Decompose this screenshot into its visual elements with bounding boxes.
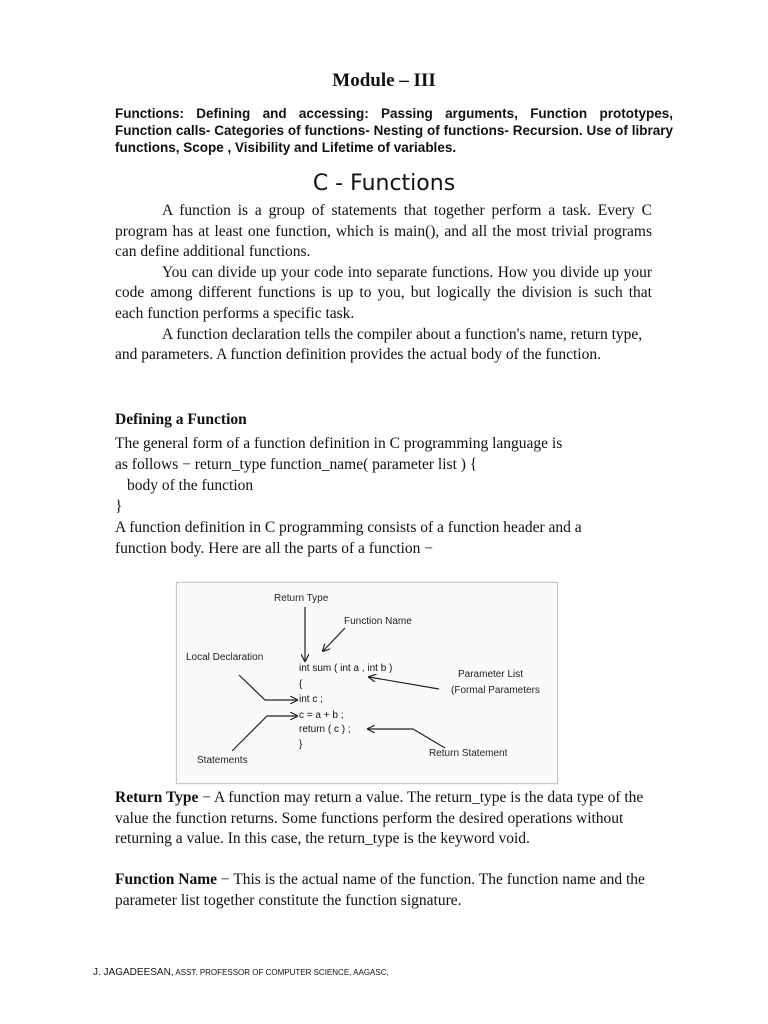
section-title: C - Functions — [312, 171, 456, 196]
code-line: int c ; — [299, 694, 323, 705]
statements-label: Statements — [197, 755, 248, 766]
return-type-text: − A function may return a value. The return_type is the data type of the value the function returns. Some functions perform the desired operations without returning a value. In this case, the return_type is the keyword void. — [115, 789, 644, 847]
function-name-term: Function Name — [115, 871, 218, 888]
module-title: Module – III — [332, 70, 436, 91]
local-declaration-label: Local Declaration — [186, 652, 264, 663]
body-line: } — [115, 498, 123, 515]
page-footer — [93, 967, 389, 978]
return-type-description — [115, 788, 660, 850]
intro-paragraph: A function is a group of statements that together perform a task. Every C program has at least one function, which is main(), and all the most trivial programs can define additional functions. — [115, 202, 652, 261]
code-line: int sum ( int a , int b ) — [299, 663, 393, 674]
body-line: as follows − return_type function_name( parameter list ) { — [115, 456, 478, 473]
function-parts-diagram — [176, 582, 558, 784]
return-type-label: Return Type — [274, 593, 329, 604]
code-line: return ( c ) ; — [299, 724, 351, 735]
intro-paragraph: A function declaration tells the compiler about a function's name, return type, and parameters. A function definition provides the actual body of the function. — [115, 325, 643, 364]
formal-parameters-label: (Formal Parameters — [451, 685, 540, 696]
local-declaration-arrow — [239, 675, 297, 700]
code-line: { — [299, 679, 303, 690]
return-statement-label: Return Statement — [429, 748, 508, 759]
function-name-arrow — [323, 628, 345, 651]
syllabus-topics: Functions: Defining and accessing: Passing arguments, Function prototypes, Function calls- Categories of functions- Nesting of functions- Recursion. Use of library functions, Scope , Visibility and Lifetime of variables. — [115, 106, 673, 155]
statements-arrow — [232, 716, 297, 751]
code-line: c = a + b ; — [299, 710, 344, 721]
function-name-text: − This is the actual name of the function. The function name and the parameter list together constitute the function signature. — [115, 871, 645, 909]
body-line: The general form of a function definition in C programming language is — [115, 435, 563, 452]
code-line: } — [299, 739, 303, 750]
intro-section — [115, 201, 652, 366]
footer-designation: ASST. PROFESSOR OF COMPUTER SCIENCE, AAGASC, — [173, 968, 389, 977]
body-line: A function definition in C programming consists of a function header and a — [115, 519, 582, 536]
return-type-term: Return Type — [115, 789, 199, 806]
defining-function-heading: Defining a Function — [115, 411, 247, 428]
body-line: body of the function — [127, 477, 254, 494]
parameter-list-arrow — [369, 677, 439, 689]
return-statement-arrow — [368, 729, 445, 748]
function-name-description — [115, 870, 660, 911]
intro-paragraph: You can divide up your code into separate functions. How you divide up your code among different functions is up to you, but logically the division is such that each function performs a specific task. — [115, 263, 652, 322]
body-line: function body. Here are all the parts of a function − — [115, 540, 434, 557]
parameter-list-label: Parameter List — [458, 669, 524, 680]
defining-function-body — [115, 433, 655, 559]
function-name-label: Function Name — [344, 616, 412, 627]
footer-author: J. JAGADEESAN, — [93, 967, 174, 978]
